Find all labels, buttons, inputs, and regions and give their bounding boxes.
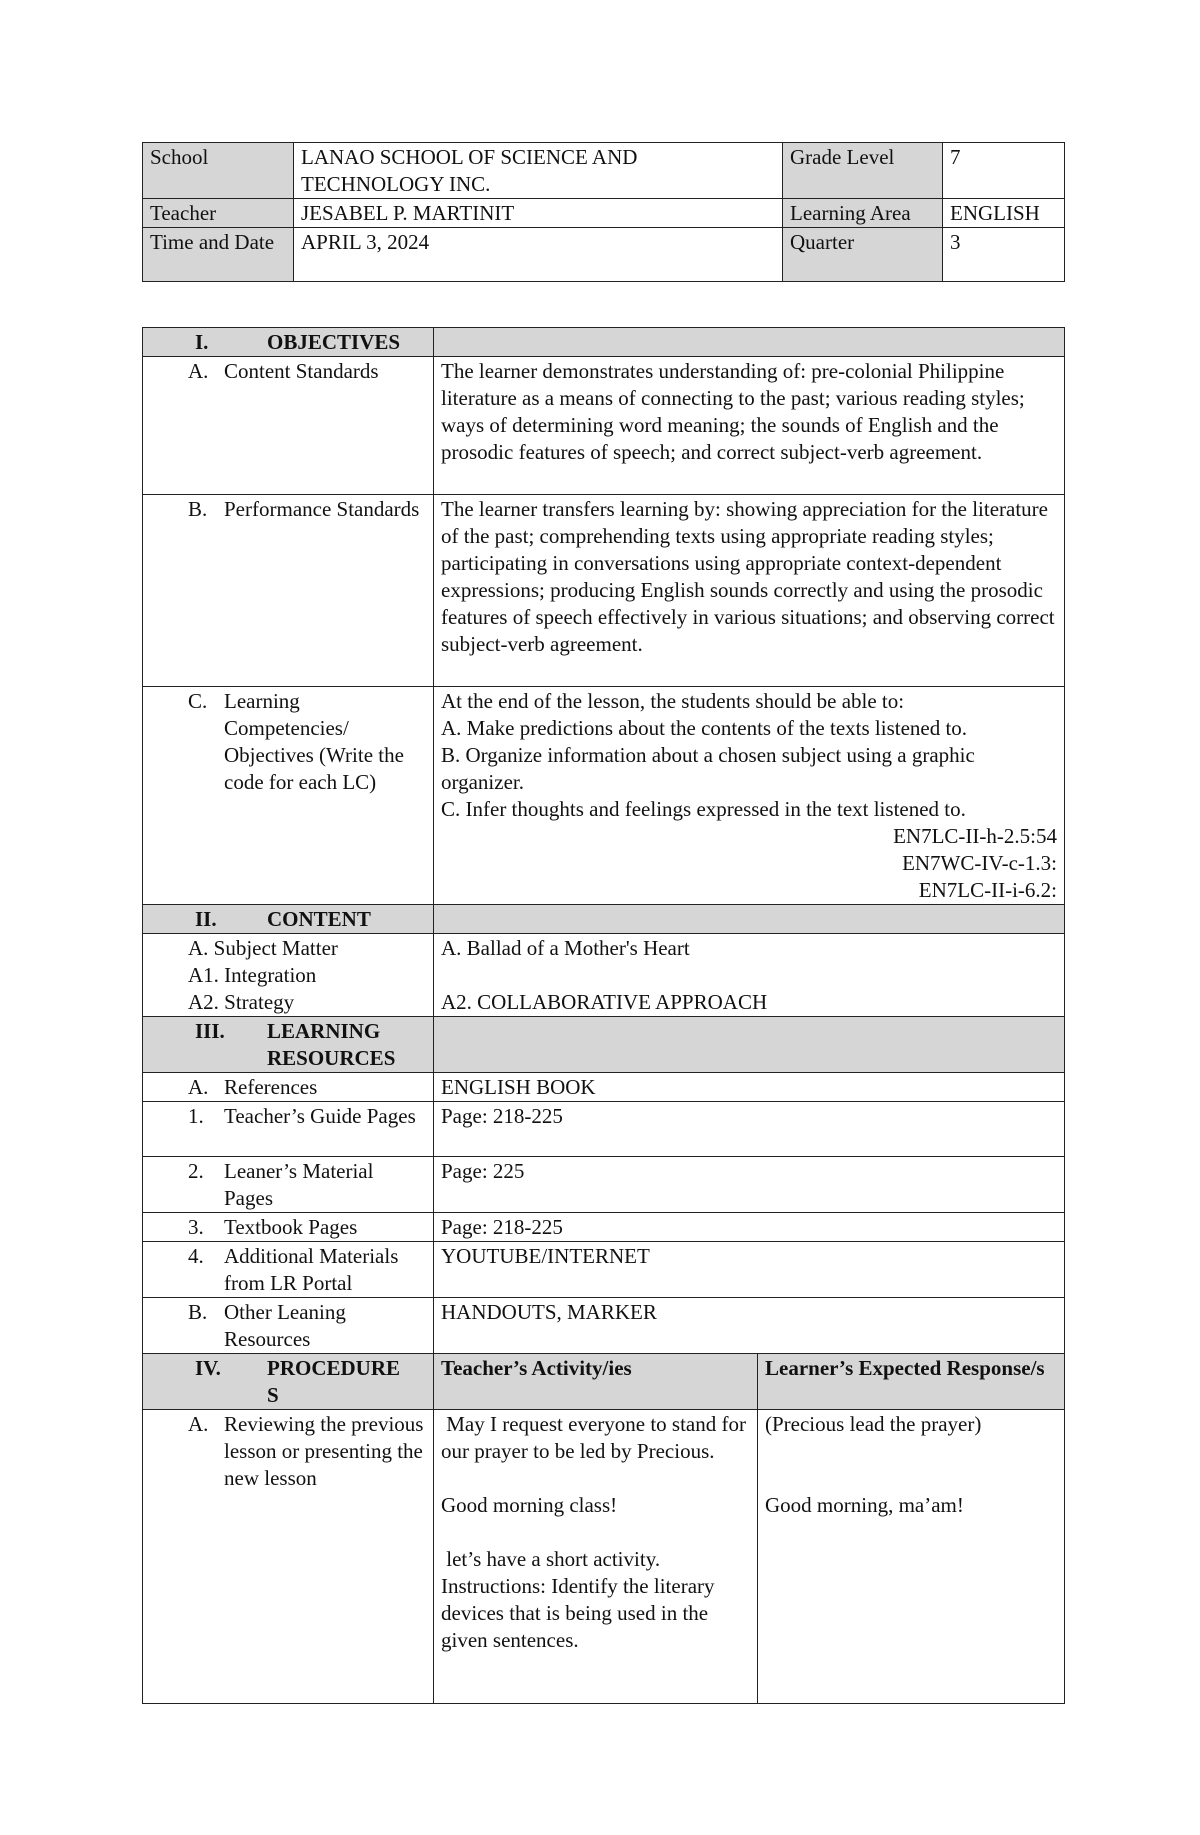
competencies-label-cell bbox=[143, 687, 434, 905]
teacher-activity-spacer-2 bbox=[441, 1519, 750, 1546]
content-standards-marker: A. bbox=[188, 359, 209, 383]
objectives-title: OBJECTIVES bbox=[267, 330, 401, 354]
other-resources-label-cell bbox=[143, 1298, 434, 1354]
review-label-cell bbox=[143, 1410, 434, 1704]
learner-response-cell bbox=[758, 1410, 1065, 1704]
competency-b: B. Organize information about a chosen subject using a graphic organizer. bbox=[441, 743, 975, 794]
performance-standards-marker: B. bbox=[188, 497, 208, 521]
content-standards-text: The learner demonstrates understanding of: pre-colonial Philippine literature as a means of connecting to the past; various reading styles; ways of determining word meaning; the sounds of English and the prosodic features of speech; and correct subject-verb agreement. bbox=[434, 357, 1065, 495]
competencies-marker: C. bbox=[188, 689, 208, 713]
learners-material-marker: 2. bbox=[188, 1159, 204, 1183]
teacher-activity-header: Teacher’s Activity/ies bbox=[434, 1354, 758, 1410]
quarter-value: 3 bbox=[943, 228, 1065, 282]
learner-response-spacer-1 bbox=[765, 1438, 1057, 1465]
competency-code-1: EN7LC-II-h-2.5:54 bbox=[893, 824, 1057, 848]
teacher-activity-greeting: Good morning class! bbox=[441, 1493, 618, 1517]
learning-area-label: Learning Area bbox=[783, 199, 943, 228]
content-heading-blank bbox=[434, 905, 1065, 934]
grade-level-label: Grade Level bbox=[783, 143, 943, 199]
school-label: School bbox=[143, 143, 294, 199]
resources-heading-blank bbox=[434, 1017, 1065, 1073]
teachers-guide-label-cell bbox=[143, 1102, 434, 1157]
objectives-heading bbox=[143, 328, 434, 357]
procedures-number: IV. bbox=[195, 1356, 221, 1380]
competency-code-3: EN7LC-II-i-6.2: bbox=[918, 878, 1057, 902]
teachers-guide-label: Teacher’s Guide Pages bbox=[224, 1104, 416, 1128]
time-date-label: Time and Date bbox=[143, 228, 294, 282]
textbook-label: Textbook Pages bbox=[224, 1215, 358, 1239]
lesson-plan-table bbox=[142, 327, 1065, 1704]
competencies-cell bbox=[434, 687, 1065, 905]
content-heading bbox=[143, 905, 434, 934]
competencies-label: Learning Competencies/ Objectives (Write the code for each LC) bbox=[224, 689, 404, 794]
learners-material-label-cell bbox=[143, 1157, 434, 1213]
header-table bbox=[142, 142, 1065, 282]
textbook-marker: 3. bbox=[188, 1215, 204, 1239]
time-date-value: APRIL 3, 2024 bbox=[294, 228, 783, 282]
resources-title: LEARNING RESOURCES bbox=[267, 1019, 396, 1070]
quarter-label: Quarter bbox=[783, 228, 943, 282]
school-value: LANAO SCHOOL OF SCIENCE AND TECHNOLOGY INC. bbox=[294, 143, 783, 199]
teachers-guide-marker: 1. bbox=[188, 1104, 204, 1128]
textbook-value: Page: 218-225 bbox=[434, 1213, 1065, 1242]
teacher-activity-prayer: May I request everyone to stand for our prayer to be led by Precious. bbox=[441, 1412, 752, 1463]
references-label-cell bbox=[143, 1073, 434, 1102]
integration-label: A1. Integration bbox=[188, 963, 317, 987]
integration-value-blank bbox=[441, 962, 1057, 989]
teachers-guide-value: Page: 218-225 bbox=[434, 1102, 1065, 1157]
resources-number: III. bbox=[195, 1019, 225, 1043]
teacher-label: Teacher bbox=[143, 199, 294, 228]
teacher-value: JESABEL P. MARTINIT bbox=[294, 199, 783, 228]
additional-materials-label: Additional Materials from LR Portal bbox=[224, 1244, 399, 1295]
review-label: Reviewing the previous lesson or presenting the new lesson bbox=[224, 1412, 424, 1490]
learner-response-spacer-2 bbox=[765, 1465, 1057, 1492]
competency-code-2: EN7WC-IV-c-1.3: bbox=[902, 851, 1057, 875]
objectives-heading-blank bbox=[434, 328, 1065, 357]
subject-matter-label: A. Subject Matter bbox=[188, 936, 338, 960]
teacher-activity-cell bbox=[434, 1410, 758, 1704]
additional-materials-value: YOUTUBE/INTERNET bbox=[434, 1242, 1065, 1298]
strategy-value: A2. COLLABORATIVE APPROACH bbox=[441, 990, 768, 1014]
objectives-number: I. bbox=[195, 330, 209, 354]
other-resources-value: HANDOUTS, MARKER bbox=[434, 1298, 1065, 1354]
review-marker: A. bbox=[188, 1412, 209, 1436]
learner-response-greeting: Good morning, ma’am! bbox=[765, 1493, 964, 1517]
competency-a: A. Make predictions about the contents of the texts listened to. bbox=[441, 716, 968, 740]
references-value: ENGLISH BOOK bbox=[434, 1073, 1065, 1102]
performance-standards-label: Performance Standards bbox=[224, 497, 420, 521]
learners-material-label: Leaner’s Material Pages bbox=[224, 1159, 374, 1210]
references-label: References bbox=[224, 1075, 318, 1099]
subject-matter-value: A. Ballad of a Mother's Heart bbox=[441, 936, 690, 960]
learners-material-value: Page: 225 bbox=[434, 1157, 1065, 1213]
teacher-activity-spacer-1 bbox=[441, 1465, 750, 1492]
additional-materials-marker: 4. bbox=[188, 1244, 204, 1268]
strategy-label: A2. Strategy bbox=[188, 990, 295, 1014]
resources-heading bbox=[143, 1017, 434, 1073]
learning-area-value: ENGLISH bbox=[943, 199, 1065, 228]
content-number: II. bbox=[195, 907, 217, 931]
grade-level-value: 7 bbox=[943, 143, 1065, 199]
learner-response-header: Learner’s Expected Response/s bbox=[758, 1354, 1065, 1410]
additional-materials-label-cell bbox=[143, 1242, 434, 1298]
subject-matter-cell bbox=[143, 934, 434, 1017]
other-resources-label: Other Leaning Resources bbox=[224, 1300, 346, 1351]
references-marker: A. bbox=[188, 1075, 209, 1099]
performance-standards-text: The learner transfers learning by: showing appreciation for the literature of the past; comprehending texts using appropriate reading styles; participating in conversations using appropriate context-dependent expressions; producing English sounds correctly and using the prosodic features of speech effectively in various situations; and observing correct subject-verb agreement. bbox=[434, 495, 1065, 687]
content-standards-label-cell bbox=[143, 357, 434, 495]
learner-response-prayer: (Precious lead the prayer) bbox=[765, 1412, 982, 1436]
competency-c: C. Infer thoughts and feelings expressed in the text listened to. bbox=[441, 797, 966, 821]
procedures-title: PROCEDURE S bbox=[267, 1356, 401, 1407]
teacher-activity-short: let’s have a short activity. bbox=[441, 1547, 661, 1571]
content-title: CONTENT bbox=[267, 907, 371, 931]
other-resources-marker: B. bbox=[188, 1300, 208, 1324]
content-standards-label: Content Standards bbox=[224, 359, 379, 383]
procedures-heading bbox=[143, 1354, 434, 1410]
textbook-label-cell bbox=[143, 1213, 434, 1242]
subject-matter-values bbox=[434, 934, 1065, 1017]
teacher-activity-instructions: Instructions: Identify the literary devices that is being used in the given sentences. bbox=[441, 1574, 715, 1652]
performance-standards-label-cell bbox=[143, 495, 434, 687]
competencies-intro: At the end of the lesson, the students should be able to: bbox=[441, 689, 905, 713]
